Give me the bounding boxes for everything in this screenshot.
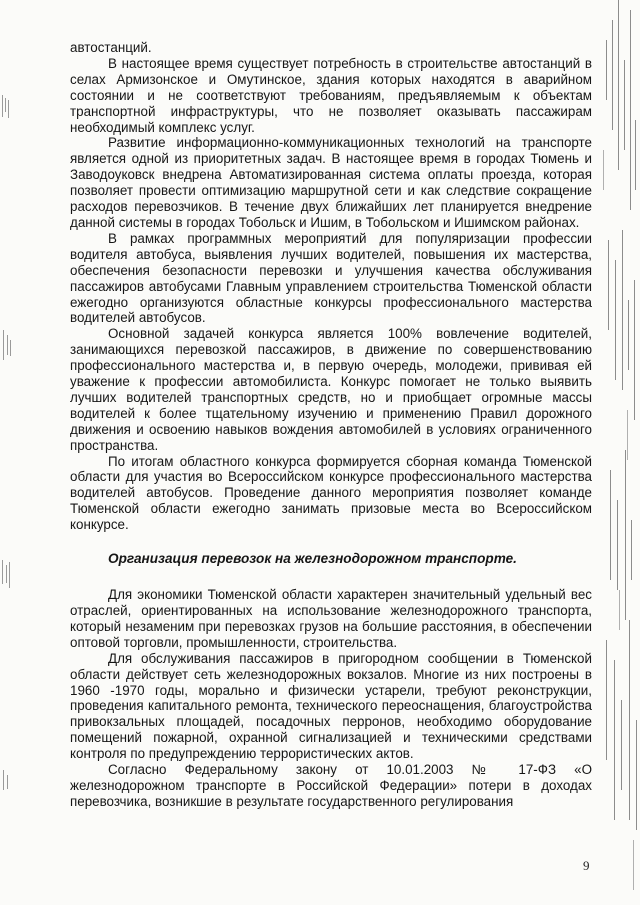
paragraph: По итогам областного конкурса формируется сборная команда Тюменской области для участия во Всероссийском конкурсе профессионального мастерства водителей автобусов. Проведение данного мероприятия позволяет команде Тюменской области ежегодно занимать призовые места во Всероссийском конкурсе. (70, 453, 592, 533)
paragraph: В настоящее время существует потребность в строительстве автостанций в селах Армизонское и Омутинское, здания которых находятся в аварийном состоянии и не соответствуют требованиям, предъявляемым к объектам транспортной инфраструктуры, что не позволяет оказывать пассажирам необходимый комплекс услуг. (70, 55, 592, 135)
paragraph: Для обслуживания пассажиров в пригородном сообщении в Тюменской области действует сеть железнодорожных вокзалов. Многие из них построены в 1960 -1970 годы, морально и физически устарели, требуют реконструкции, проведения капитального ремонта, технического переоснащения, благоустройства привокзальных площадей, посадочных перронов, необходимо оборудование помещений пожарной, охранной сигнализацией и техническими средствами контроля по предупреждению террористических актов. (70, 650, 592, 762)
paragraph: Для экономики Тюменской области характерен значительный удельный вес отраслей, ориентированных на использование железнодорожного транспорта, который незаменим при перевозках грузов на большие расстояния, в обеспечении оптовой торговли, промышленности, строительства. (70, 587, 592, 650)
section-heading: Организация перевозок на железнодорожном транспорте. (108, 551, 517, 567)
document-body (70, 40, 592, 810)
paragraph: Согласно Федеральному закону от 10.01.2003 № 17-ФЗ «О железнодорожном транспорте в Российской Федерации» потери в доходах перевозчика, возникшие в результате государственного регулирования (70, 762, 592, 809)
page-number: 9 (583, 858, 590, 873)
paragraph: В рамках программных мероприятий для популяризации профессии водителя автобуса, выявления лучших водителей, повышения их мастерства, обеспечения безопасности перевозки и улучшения качества обслуживания пассажиров автобусами Главным управлением строительства Тюменской области ежегодно организуются областные конкурсы профессионального мастерства водителей автобусов. (70, 230, 592, 326)
scan-edge-noise-right (600, 0, 640, 905)
paragraph: Развитие информационно-коммуникационных технологий на транспорте является одной из приоритетных задач. В настоящее время в городах Тюмень и Заводоуковск внедрена Автоматизированная система оплаты проезда, которая позволяет провести оптимизацию маршрутной сети и как следствие сокращение расходов перевозчиков. В течение двух ближайших лет планируется внедрение данной системы в городах Тобольск и Ишим, в Тобольском и Ишимском районах. (70, 135, 592, 230)
scan-edge-noise-left (0, 0, 14, 905)
paragraph: Основной задачей конкурса является 100% вовлечение водителей, занимающихся перевозкой пассажиров, в движение по совершенствованию профессионального мастерства и, в первую очередь, молодежи, прививая ей уважение к профессии автомобилиста. Конкурс помогает не только выявить лучших водителей транспортных средств, но и приобщает огромные массы водителей к более тщательному изучению и применению Правил дорожного движения и освоению навыков вождения автомобилей в условиях ограниченного пространства. (70, 326, 592, 453)
text-block-railway-transport (70, 587, 592, 810)
text-block-road-transport (70, 40, 592, 533)
paragraph: автостанций. (70, 40, 152, 55)
